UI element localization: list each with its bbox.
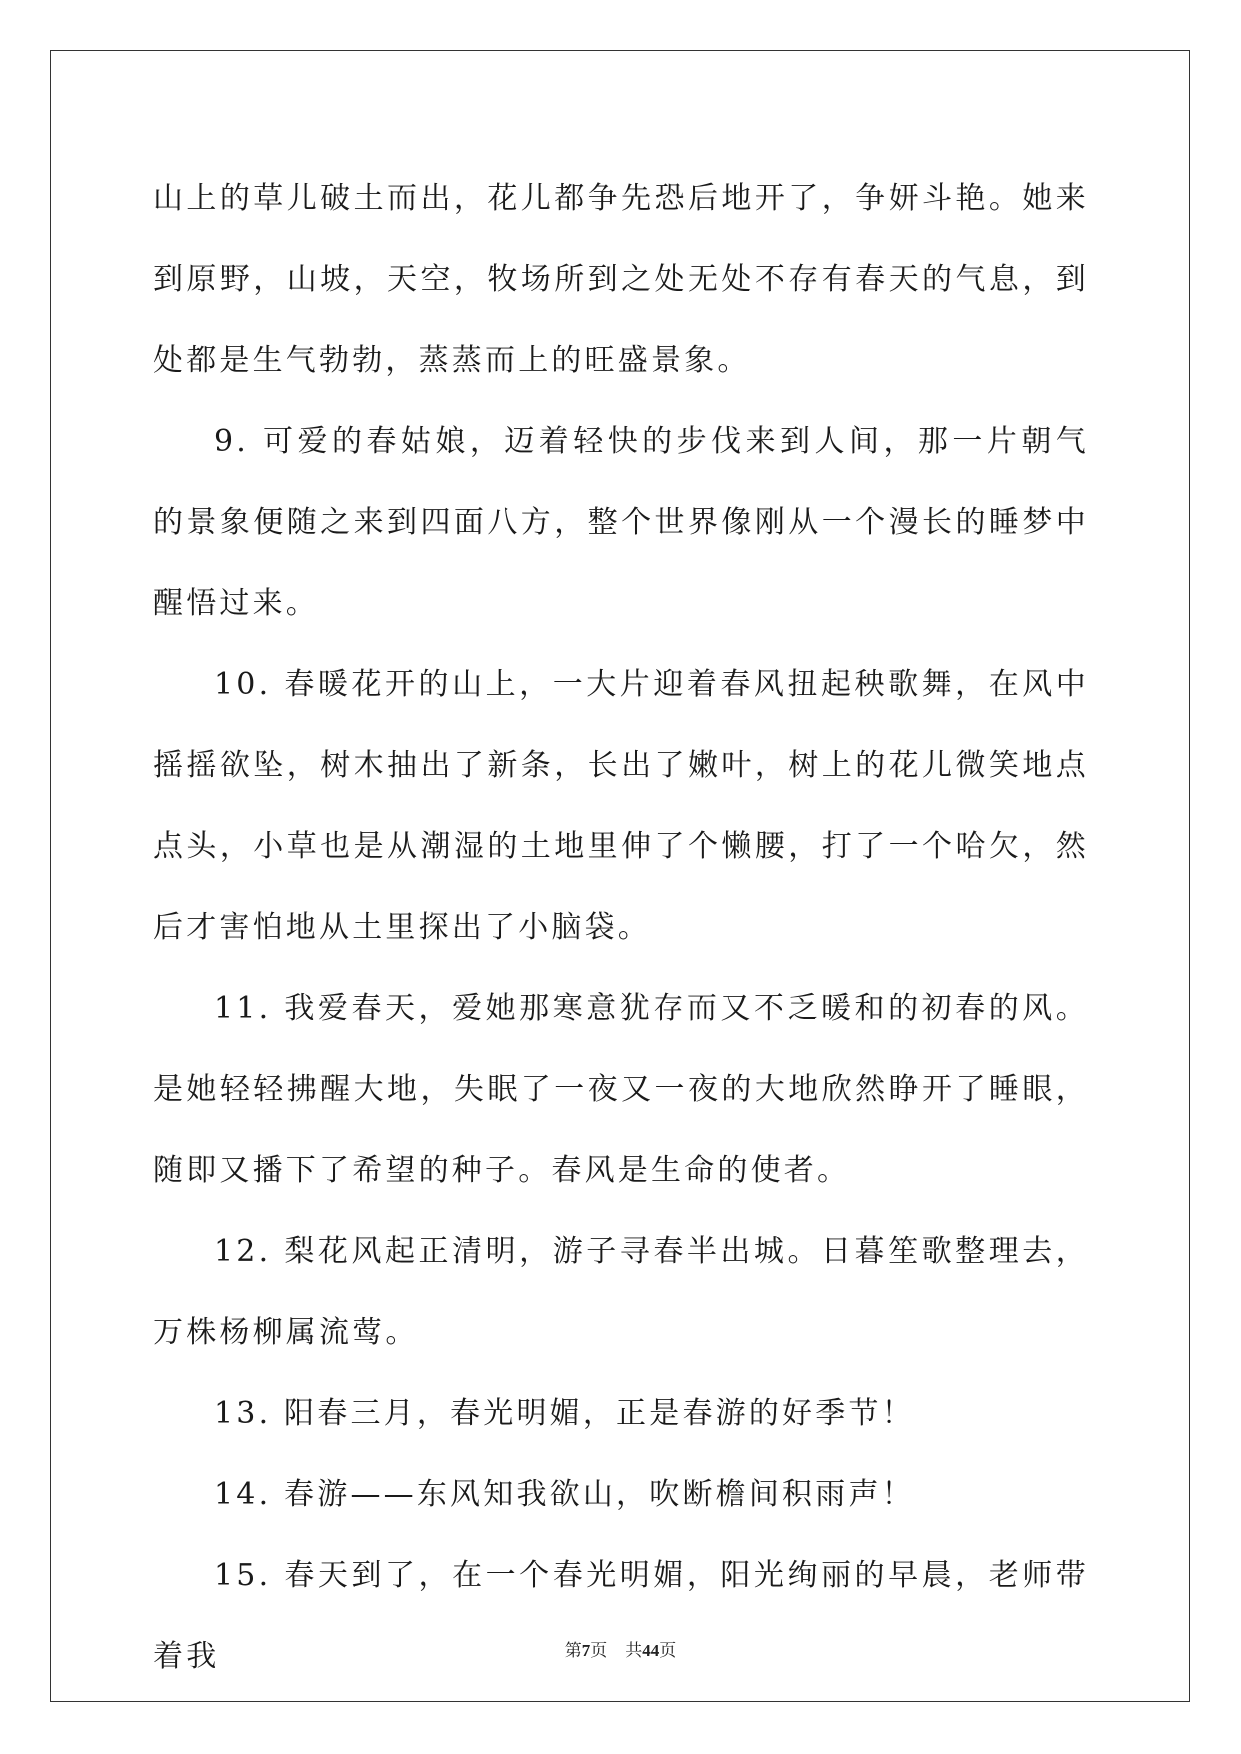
footer-total-prefix: 共 bbox=[625, 1641, 643, 1660]
paragraph-item-11: 11. 我爱春天，爱她那寒意犹存而又不乏暖和的初春的风。是她轻轻拂醒大地，失眠了一夜又一夜的大地欣然睁开了睡眼，随即又播下了希望的种子。春风是生命的使者。 bbox=[153, 991, 1089, 1188]
paragraph-item-14: 14. 春游——东风知我欲山，吹断檐间积雨声！ bbox=[214, 1477, 915, 1512]
paragraph-item-9: 9. 可爱的春姑娘，迈着轻快的步伐来到人间，那一片朝气的景象便随之来到四面八方，整个世界像刚从一个漫长的睡梦中醒悟过来。 bbox=[153, 424, 1089, 621]
footer-total-unit: 页 bbox=[659, 1641, 677, 1660]
paragraph-item-10: 10. 春暖花开的山上，一大片迎着春风扭起秧歌舞，在风中摇摇欲坠，树木抽出了新条，长出了嫩叶，树上的花儿微笑地点点头，小草也是从潮湿的土地里伸了个懒腰，打了一个哈欠，然后才害怕地从土里探出了小脑袋。 bbox=[153, 667, 1089, 945]
footer-prefix: 第 bbox=[564, 1641, 582, 1660]
paragraph-item-13: 13. 阳春三月，春光明媚，正是春游的好季节！ bbox=[214, 1396, 915, 1431]
paragraph-item-12: 12. 梨花风起正清明，游子寻春半出城。日暮笙歌整理去，万株杨柳属流莺。 bbox=[153, 1234, 1089, 1350]
total-pages-number: 44 bbox=[642, 1641, 660, 1660]
paragraph-item-15: 15. 春天到了，在一个春光明媚，阳光绚丽的早晨，老师带着我 bbox=[153, 1558, 1089, 1674]
footer-page-unit: 页 bbox=[590, 1641, 608, 1660]
current-page-number: 7 bbox=[581, 1641, 591, 1660]
paragraph-continued: 山上的草儿破土而出，花儿都争先恐后地开了，争妍斗艳。她来到原野，山坡，天空，牧场所到之处无处不存有春天的气息，到处都是生气勃勃，蒸蒸而上的旺盛景象。 bbox=[153, 181, 1089, 378]
page-footer bbox=[0, 1636, 1241, 1661]
document-body bbox=[153, 158, 1089, 1697]
